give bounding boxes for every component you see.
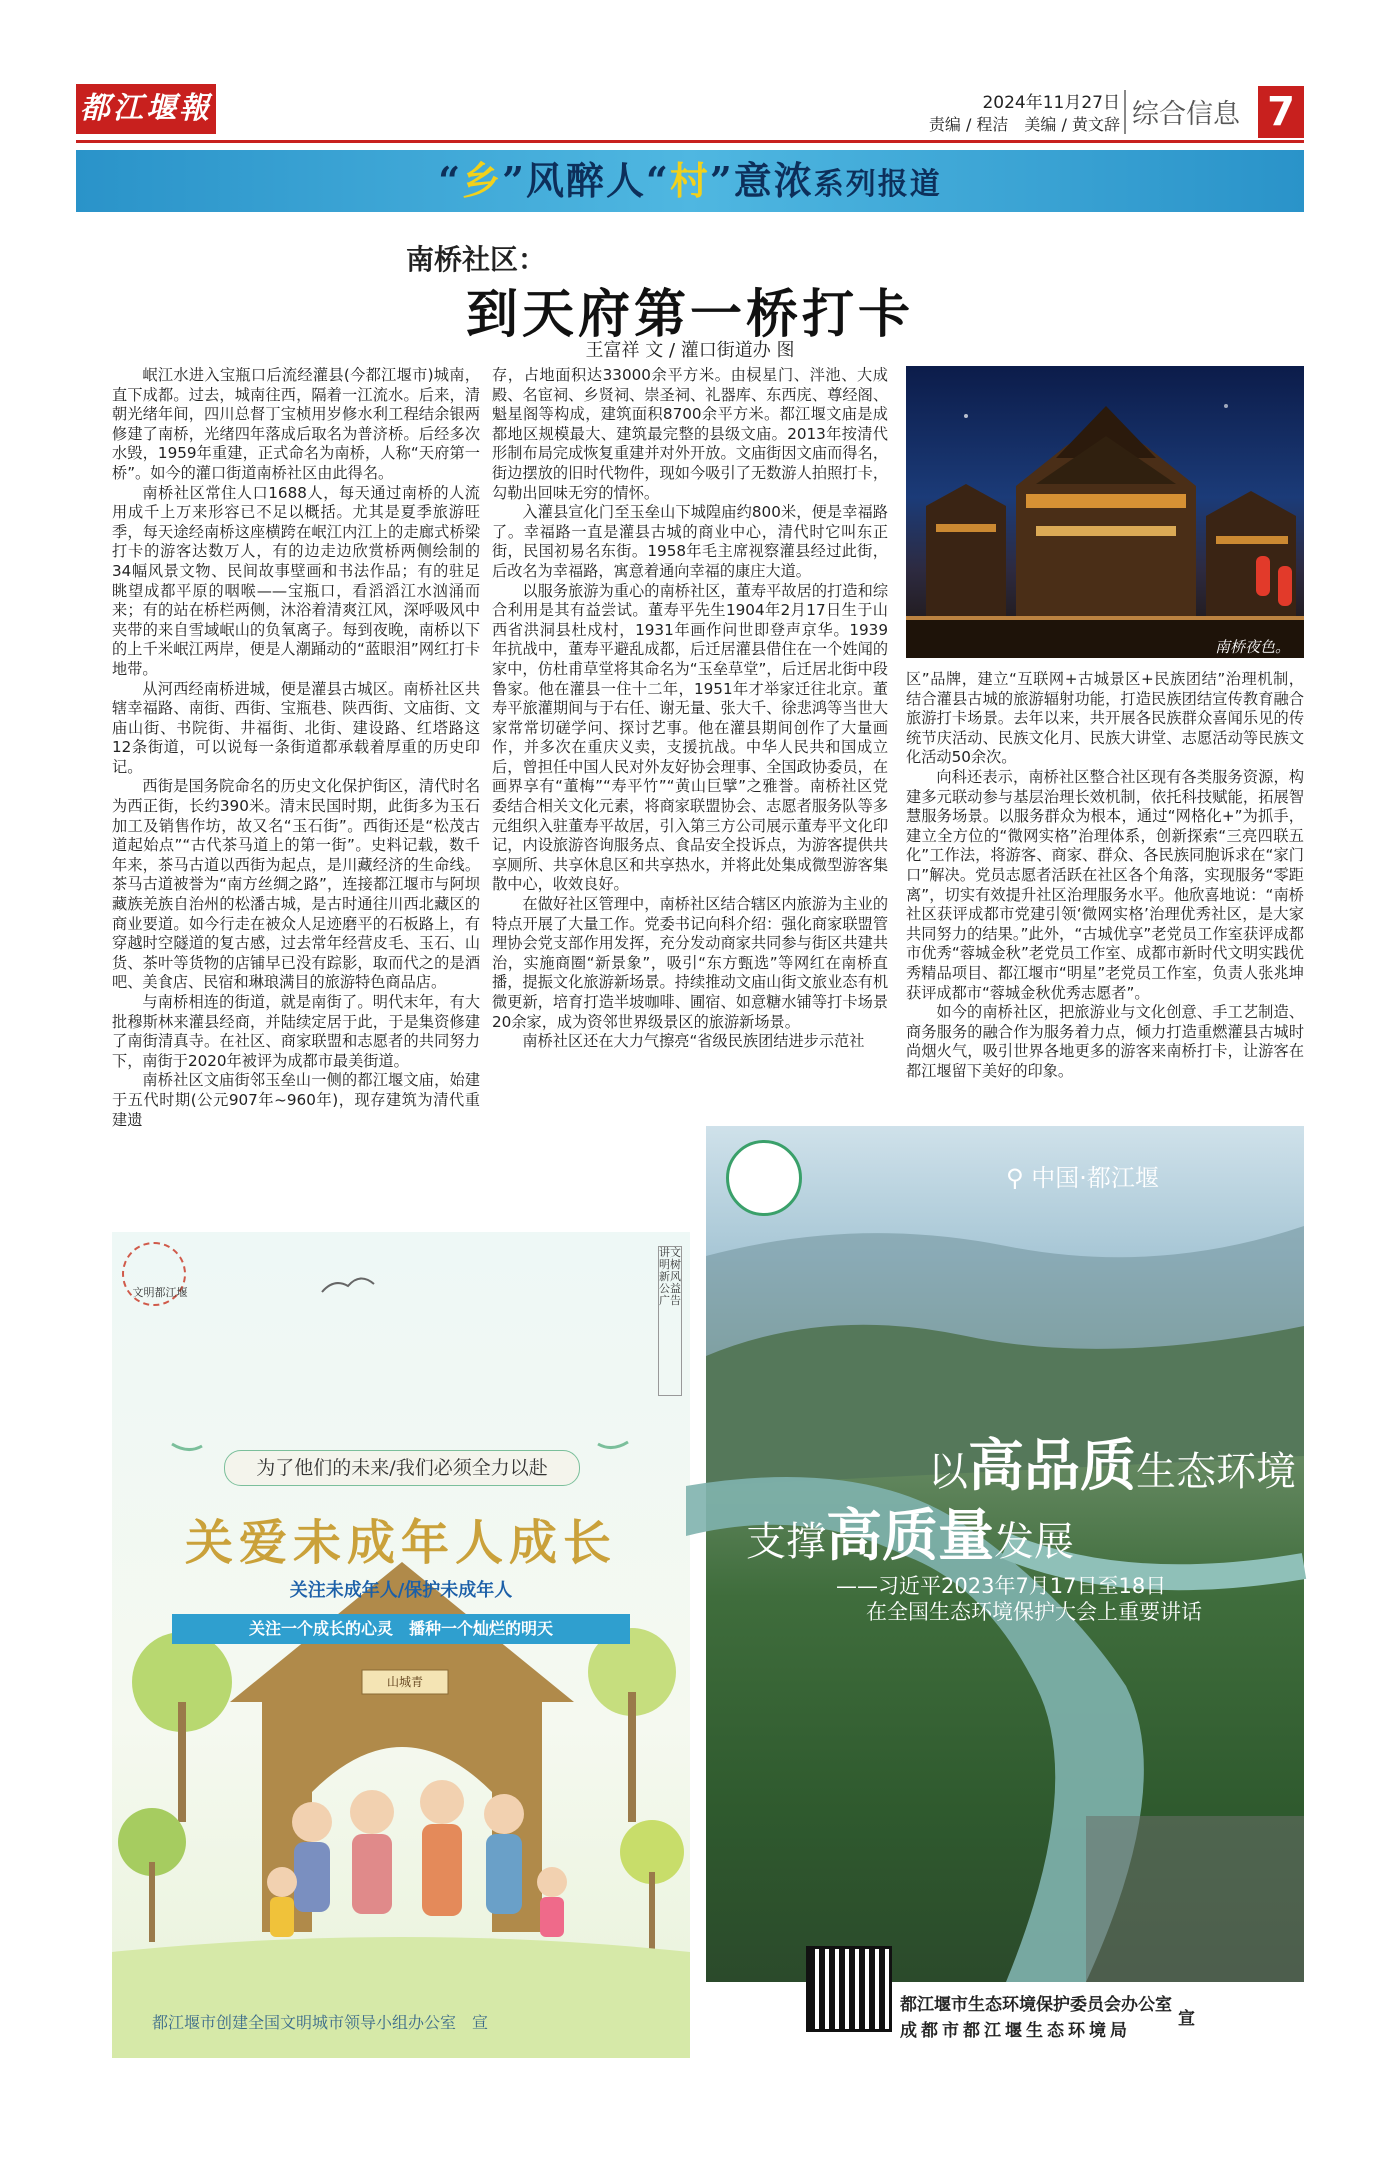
minor-care-ad [112, 1232, 690, 2058]
paragraph: 从河西经南桥进城，便是灌县古城区。南桥社区共辖幸福路、南街、西街、宝瓶巷、陕西街、文庙街、文庙山街、书院街、井福街、北街、建设路、红塔路这12条街道，可以说每一条街道都承载着厚重的历史印记。 [112, 679, 480, 776]
paragraph: 向科还表示，南桥社区整合社区现有各类服务资源，构建多元联动参与基层治理长效机制，依托科技赋能，拓展智慧服务场景。以服务群众为根本，通过“网格化+”为抓手，建立全方位的“微网实格”治理体系，创新探索“三亮四联五化”工作法，将游客、商家、群众、各民族同胞诉求在“家门口”解决。党员志愿者活跃在社区各个角落，实现服务“零距离”，切实有效提升社区治理服务水平。他欣喜地说：“南桥社区获评成都市党建引领‘微网实格’治理优秀社区，是大家共同努力的结果。”此外，“古城优享”老党员工作室获评成都市优秀“蓉城金秋”老党员工作室、成都市新时代文明实践优秀精品项目、都江堰市“明星”老党员工作室，负责人张兆坤获评成都市“蓉城金秋优秀志愿者”。 [906, 767, 1304, 1002]
paragraph: 以服务旅游为重心的南桥社区，董寿平故居的打造和综合利用是其有益尝试。董寿平先生1904年2月17日生于山西省洪洞县杜戍村，1931年画作问世即登声京华。1939年抗战中，董寿平避乱成都，后迁居灌县借住在一个姓闻的家中，仿杜甫草堂将其命名为“玉垒草堂”，后迁居北街中段鲁家。他在灌县一住十二年，1951年才举家迁往北京。董寿平旅灌期间与于右任、谢无量、张大千、徐悲鸿等当世大家常常切磋学问、探讨艺事。他在灌县期间创作了大量画作，并多次在重庆义卖，支援抗战。中华人民共和国成立后，曾担任中国人民对外友好协会理事、全国政协委员，在画界享有“董梅”“寿平竹”“黄山巨擘”之雅誉。南桥社区党委结合相关文化元素，将商家联盟协会、志愿者服务队等多元组织入驻董寿平故居，引入第三方公司展示董寿平文化印记，内设旅游咨询服务点、食品安全投诉点，为游客提供共享厕所、共享休息区和共享热水，并将此处集成微型游客集散中心，收效良好。 [492, 581, 888, 894]
article-column-1 [112, 366, 480, 1202]
ad-subtitle: 关注未成年人/保护未成年人 [289, 1580, 513, 1601]
top-logo-text: 文明都江堰 [132, 1286, 188, 1299]
header-divider [1124, 90, 1126, 134]
paragraph: 区”品牌，建立“互联网+古城景区+民族团结”治理机制，结合灌县古城的旅游辐射功能，打造民族团结宣传教育融合旅游打卡场景。去年以来，共开展各民族群众喜闻乐见的传统节庆活动、民族文化月、民族大讲堂、志愿活动等民族文化活动50余次。 [906, 670, 1304, 767]
ad-ribbon: 为了他们的未来/我们必须全力以赴 [224, 1450, 580, 1486]
ad-slogan: 关注一个成长的心灵 播种一个灿烂的明天 [172, 1614, 630, 1644]
paragraph: 入灌县宣化门至玉垒山下城隍庙约800米，便是幸福路了。幸福路一直是灌县古城的商业中心，清代时它叫东正街，民国初易名东街。1958年毛主席视察灌县经过此街，后改名为幸福路，寓意着通向幸福的康庄大道。 [492, 503, 888, 580]
newspaper-logo: 都江堰報 [76, 84, 216, 134]
article-headline: 到天府第一桥打卡 [465, 284, 914, 345]
paragraph: 与南桥相连的街道，就是南街了。明代末年，有大批穆斯林来灌县经商，并陆续定居于此，于是集资修建了南街清真寺。在社区、商家联盟和志愿者的共同努力下，南街于2020年被评为成都市最美街道。 [112, 993, 480, 1070]
ad-footer: 都江堰市创建全国文明城市领导小组办公室 宣 [152, 2013, 489, 2032]
side-publicity-label: 讲文明树新风 公益广告 [658, 1246, 682, 1396]
quote-attribution-1: ——习近平2023年7月17日至18日 [836, 1574, 1167, 1598]
editors-credit: 责编 / 程洁 美编 / 黄文辞 [928, 115, 1120, 134]
ad-headline-1: 以高品质生态环境 [928, 1434, 1296, 1499]
ad-headline-2: 支撑高质量发展 [746, 1504, 1074, 1569]
paragraph: 南桥社区还在大力气擦亮“省级民族团结进步示范社 [522, 1032, 865, 1051]
article-byline: 王富祥 文 / 灌口街道办 图 [585, 340, 795, 361]
location-pin-icon: ⚲ [1006, 1164, 1032, 1192]
bridge-illustration [906, 366, 1304, 658]
paragraph: 西街是国务院命名的历史文化保护街区，清代时名为西正街，长约390米。清末民国时期，此街多为玉石加工及销售作坊，故又名“玉石街”。西街还是“松茂古道起始点”“古代茶马道上的第一街”。史料记载，数千年来，茶马古道以西街为起点，是川藏经济的生命线。茶马古道被誉为“南方丝绸之路”，连接都江堰市与阿坝藏族羌族自治州的松潘古城，是古时通往川西北藏区的商业要道。如今行走在被众人足迹磨平的石板路上，有穿越时空隧道的复古感，过去常年经营皮毛、玉石、山货、茶叶等货物的店铺早已没有踪影，取而代之的是酒吧、美食店、民宿和琳琅满目的旅游特色商品店。 [112, 777, 480, 992]
article-column-2 [492, 366, 888, 1202]
paragraph: 南桥社区文庙街邻玉垒山一侧的都江堰文庙，始建于五代时期(公元907年~960年)，现存建筑为清代重建遗 [112, 1071, 480, 1129]
section-name: 综合信息 [1132, 99, 1240, 130]
issue-date: 2024年11月27日 [982, 93, 1120, 113]
series-banner-title: “乡”风醉人“村”意浓系列报道 [438, 158, 942, 203]
gate-sign-text: 山城青 [386, 1675, 423, 1689]
nanqiao-night-photo [906, 366, 1304, 658]
page-number: 7 [1258, 86, 1304, 138]
ecology-ad [706, 1126, 1304, 1982]
ad-decoration [112, 1232, 690, 2058]
qr-code[interactable] [806, 1946, 892, 2032]
ad-organizer-2: 成都市都江堰生态环境局 [900, 2021, 1131, 2041]
ad-publicity-mark: 宣 [1178, 2009, 1195, 2029]
paragraph: 在做好社区管理中，南桥社区结合辖区内旅游为主业的特点开展了大量工作。党委书记向科介绍：强化商家联盟管理协会党支部作用发挥，充分发动商家共同参与街区共建共治，实施商圈“新景象”，吸引“东方甄选”等网红在南桥直播，提振文化旅游新场景。持续推动文庙山街文旅业态有机微更新，培育打造半坡咖啡、圃宿、如意糖水铺等打卡场景20余家，成为资邻世界级景区的旅游新场景。 [492, 895, 888, 1031]
location-label: ⚲ 中国·都江堰 [1006, 1164, 1159, 1192]
paragraph: 南桥社区常住人口1688人，每天通过南桥的人流用成千上万来形容已不足以概括。尤其是夏季旅游旺季，每天途经南桥这座横跨在岷江内江上的走廊式桥梁打卡的游客达数万人，有的边走边欣赏桥两侧绘制的34幅风景文物、民间故事壁画和书法作品；有的驻足眺望成都平原的咽喉——宝瓶口，看滔滔江水汹涌而来；有的站在桥栏两侧，沐浴着清爽江风，深呼吸风中夹带的来自雪域岷山的负氧离子。每到夜晚，南桥以下的上千米岷江两岸，便是人潮踊动的“蓝眼泪”网红打卡地带。 [112, 483, 480, 678]
paragraph: 岷江水进入宝瓶口后流经灌县(今都江堰市)城南，直下成都。过去，城南往西，隔着一江流水。后来，清朝光绪年间，四川总督丁宝桢用岁修水利工程结余银两修建了南桥，光绪四年落成后取名为普济桥。后经多次水毁，1959年重建，正式命名为南桥，人称“天府第一桥”。如今的灌口街道南桥社区由此得名。 [112, 366, 480, 482]
article-kicker: 南桥社区： [406, 243, 547, 276]
quote-attribution-2: 在全国生态环境保护大会上重要讲话 [866, 1600, 1202, 1624]
ecology-logo-icon [726, 1140, 802, 1216]
paragraph: 存，占地面积达33000余平方米。由棂星门、泮池、大成殿、名宦祠、乡贤祠、崇圣祠、礼器库、东西庑、尊经阁、魁星阁等构成，建筑面积8700余平方米。都江堰文庙是成都地区规模最大、建筑最完整的县级文庙。2013年按清代形制布局完成恢复重建并对外开放。文庙街因文庙而得名，街边摆放的旧时代物件，现如今吸引了无数游人拍照打卡，勾勒出回味无穷的情怀。 [492, 366, 888, 502]
paragraph: 如今的南桥社区，把旅游业与文化创意、手工艺制造、商务服务的融合作为服务着力点，倾力打造重燃灌县古城时尚烟火气，吸引世界各地更多的游客来南桥打卡，让游客在都江堰留下美好的印象。 [906, 1003, 1304, 1080]
ad-title: 关爱未成年人成长 [184, 1515, 617, 1571]
ad-organizer-1: 都江堰市生态环境保护委员会办公室 [900, 1995, 1172, 2015]
photo-caption: 南桥夜色。 [1215, 638, 1291, 656]
header-rule [76, 140, 1304, 143]
